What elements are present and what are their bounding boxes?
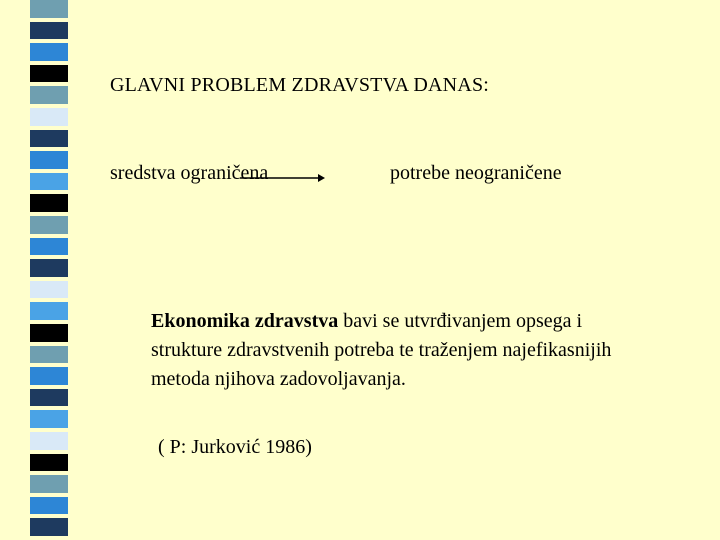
stripe-block bbox=[30, 238, 68, 256]
left-phrase: sredstva ograničena bbox=[110, 162, 269, 184]
stripe-block bbox=[30, 43, 68, 61]
slide-title: GLAVNI PROBLEM ZDRAVSTVA DANAS: bbox=[110, 74, 490, 96]
right-phrase: potrebe neograničene bbox=[390, 162, 562, 184]
stripe-block bbox=[30, 151, 68, 169]
stripe-block bbox=[30, 86, 68, 104]
stripe-block bbox=[30, 475, 68, 493]
stripe-block bbox=[30, 65, 68, 83]
stripe-block bbox=[30, 302, 68, 320]
stripe-block bbox=[30, 497, 68, 515]
stripe-block bbox=[30, 216, 68, 234]
stripe-block bbox=[30, 454, 68, 472]
stripe-block bbox=[30, 324, 68, 342]
stripe-block bbox=[30, 259, 68, 277]
citation: ( P: Jurković 1986) bbox=[158, 436, 312, 458]
stripe-block bbox=[30, 346, 68, 364]
stripe-block bbox=[30, 108, 68, 126]
stripe-block bbox=[30, 194, 68, 212]
stripe-block bbox=[30, 389, 68, 407]
paragraph-body: bavi se utvrđivanjem opsega i strukture zdravstvenih potreba te traženjem najefikasnijih metoda njihova zadovoljavanja. bbox=[151, 310, 612, 390]
stripe-block bbox=[30, 410, 68, 428]
decorative-stripe bbox=[30, 0, 68, 540]
arrow-right-icon bbox=[240, 170, 325, 186]
stripe-block bbox=[30, 22, 68, 40]
definition-paragraph bbox=[151, 307, 621, 394]
stripe-block bbox=[30, 130, 68, 148]
paragraph-bold-lead: Ekonomika zdravstva bbox=[151, 310, 339, 332]
stripe-block bbox=[30, 0, 68, 18]
stripe-block bbox=[30, 281, 68, 299]
stripe-block bbox=[30, 432, 68, 450]
stripe-block bbox=[30, 518, 68, 536]
stripe-block bbox=[30, 173, 68, 191]
stripe-block bbox=[30, 367, 68, 385]
